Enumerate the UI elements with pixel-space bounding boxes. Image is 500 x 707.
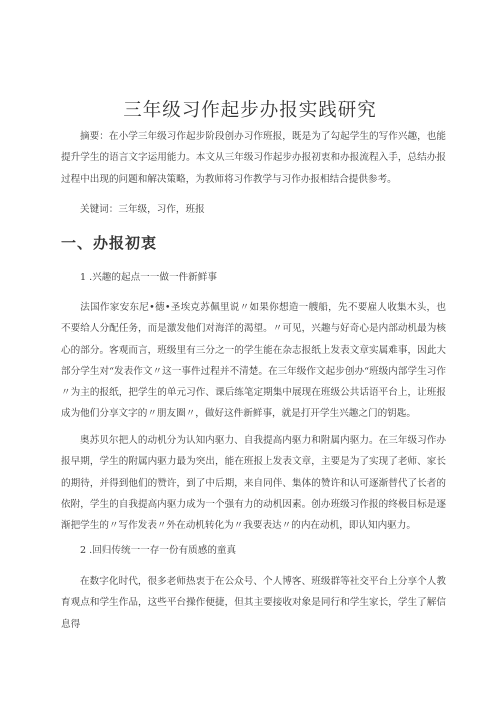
keywords-line: 关键词：三年级，习作，班报: [80, 204, 205, 215]
body-paragraph-1-text: 法国作家安东尼•德•圣埃克苏佩里说〃如果你想造一艘船，先不要雇人收集木头，也不要给人分配任务，而是激发他们对海洋的渴望。〃可见，兴趣与好奇心是内部动机最为核心的部分。客观而言，班级里有三分之一的学生能在杂志报纸上发表文章实属难事，因此大部分学生对“发表作文〃这一事件过程并不清楚。在三年级作文起步创办“班级内部学生习作〃为主的报纸，把学生的单元习作、课后练笔定期集中展现在班级公共话语平台上，让班报成为他们分享文字的〃朋友圈〃，做好这件新鲜事，就是打开学生兴趣之门的钥匙。: [61, 302, 446, 420]
abstract-text: 摘要：在小学三年级习作起步阶段创办习作班报，既是为了勾起学生的写作兴趣，也能提升学生的语言文字运用能力。本文从三年级习作起步办报初衷和办报流程入手，总结办报过程中出现的问题和解决策略，为教师将习作教学与习作办报相结合提供参考。: [61, 131, 446, 185]
paper-title: 三年级习作起步办报实践研究: [123, 100, 377, 122]
section-heading-1: 一、办报初衷: [61, 234, 158, 252]
body-paragraph-3-text: 在数字化时代，很多老师热衷于在公众号、个人博客、班级群等社交平台上分享个人教育观点和学生作品，这些平台操作便捷，但其主要接收对象是同行和学生家长，学生了解信息得: [61, 576, 446, 630]
subsection-heading-1: 1 .兴趣的起点一一做一件新鲜事: [80, 272, 217, 283]
body-paragraph-2-text: 奥苏贝尔把人的动机分为认知内驱力、自我提高内驱力和附属内驱力。在三年级习作办报早期，学生的附属内驱力最为突出，能在班报上发表文章，主要是为了实现了老师、家长的期待，并得到他们的赞许，到了中后期，来自同伴、集体的赞许和认可逐渐替代了长者的依附，学生的自我提高内驱力成为一个强有力的动机因素。创办班级习作报的终极目标是逐渐把学生的〃写作发表〃外在动机转化为〃我要表达〃的内在动机，即认知内驱力。: [61, 435, 446, 532]
body-paragraph-1: [61, 297, 446, 425]
subsection-heading-2: 2 .回归传统一一存一份有质感的童真: [80, 545, 237, 556]
abstract-paragraph: [61, 126, 446, 190]
body-paragraph-2: [61, 430, 446, 536]
body-paragraph-3: [61, 571, 446, 635]
